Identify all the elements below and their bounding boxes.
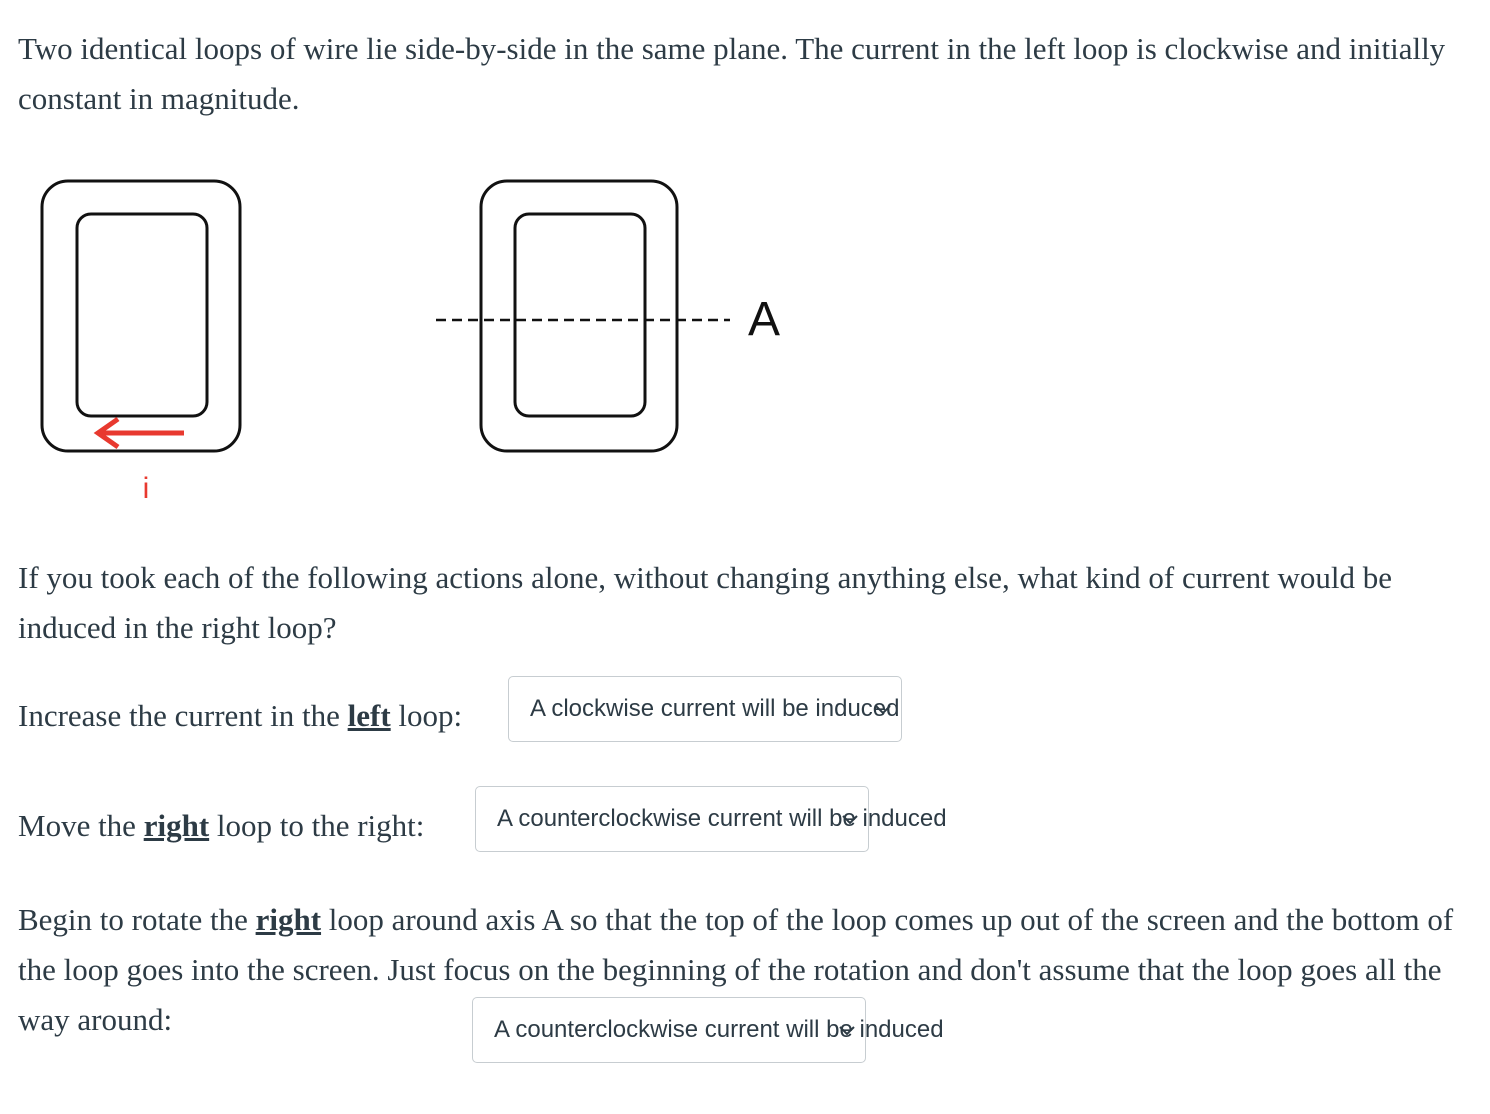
q2-prefix: Move the xyxy=(18,808,144,843)
q1-prefix: Increase the current in the xyxy=(18,698,348,733)
chevron-down-icon xyxy=(840,809,860,829)
q2-label xyxy=(18,801,424,851)
current-arrow-icon xyxy=(98,419,184,447)
q1-dropdown-value: A clockwise current will be induced xyxy=(530,695,900,722)
q2-dropdown[interactable] xyxy=(475,786,947,852)
q3-dropdown-value: A counterclockwise current will be induced xyxy=(494,1016,944,1043)
q3-prefix: Begin to rotate the xyxy=(18,902,256,937)
two-loops-figure xyxy=(0,150,900,510)
chevron-down-icon xyxy=(873,699,893,719)
intro-text: Two identical loops of wire lie side-by-side in the same plane. The current in the left loop is clockwise and initially constant in magnitude. xyxy=(18,31,1446,116)
q3-emph: right xyxy=(255,902,322,937)
q2-emph: right xyxy=(143,808,210,843)
right-loop-outer xyxy=(481,181,677,451)
chevron-down-icon xyxy=(837,1020,857,1040)
q1-suffix: loop: xyxy=(390,698,463,733)
q3-dropdown[interactable] xyxy=(472,997,944,1063)
q1-label xyxy=(18,691,462,741)
q2-suffix: loop to the right: xyxy=(209,808,425,843)
left-loop-outer xyxy=(42,181,240,451)
left-loop-inner xyxy=(77,214,207,416)
q2-dropdown-value: A counterclockwise current will be induced xyxy=(497,805,947,832)
axis-label: A xyxy=(747,293,781,346)
right-loop-inner xyxy=(515,214,645,416)
q1-dropdown[interactable] xyxy=(508,676,902,742)
q1-emph: left xyxy=(347,698,391,733)
q3-middle: loop around axis A so that the top of the loop comes up out of the screen and the bottom of the loop goes into the screen. Just focus on the beginning of the rotation and don't assume that the loop goes all the way around: xyxy=(18,902,1454,1037)
question-text: If you took each of the following actions alone, without changing anything else, what kind of current would be induced in the right loop? xyxy=(18,560,1392,645)
current-label: i xyxy=(142,472,150,505)
